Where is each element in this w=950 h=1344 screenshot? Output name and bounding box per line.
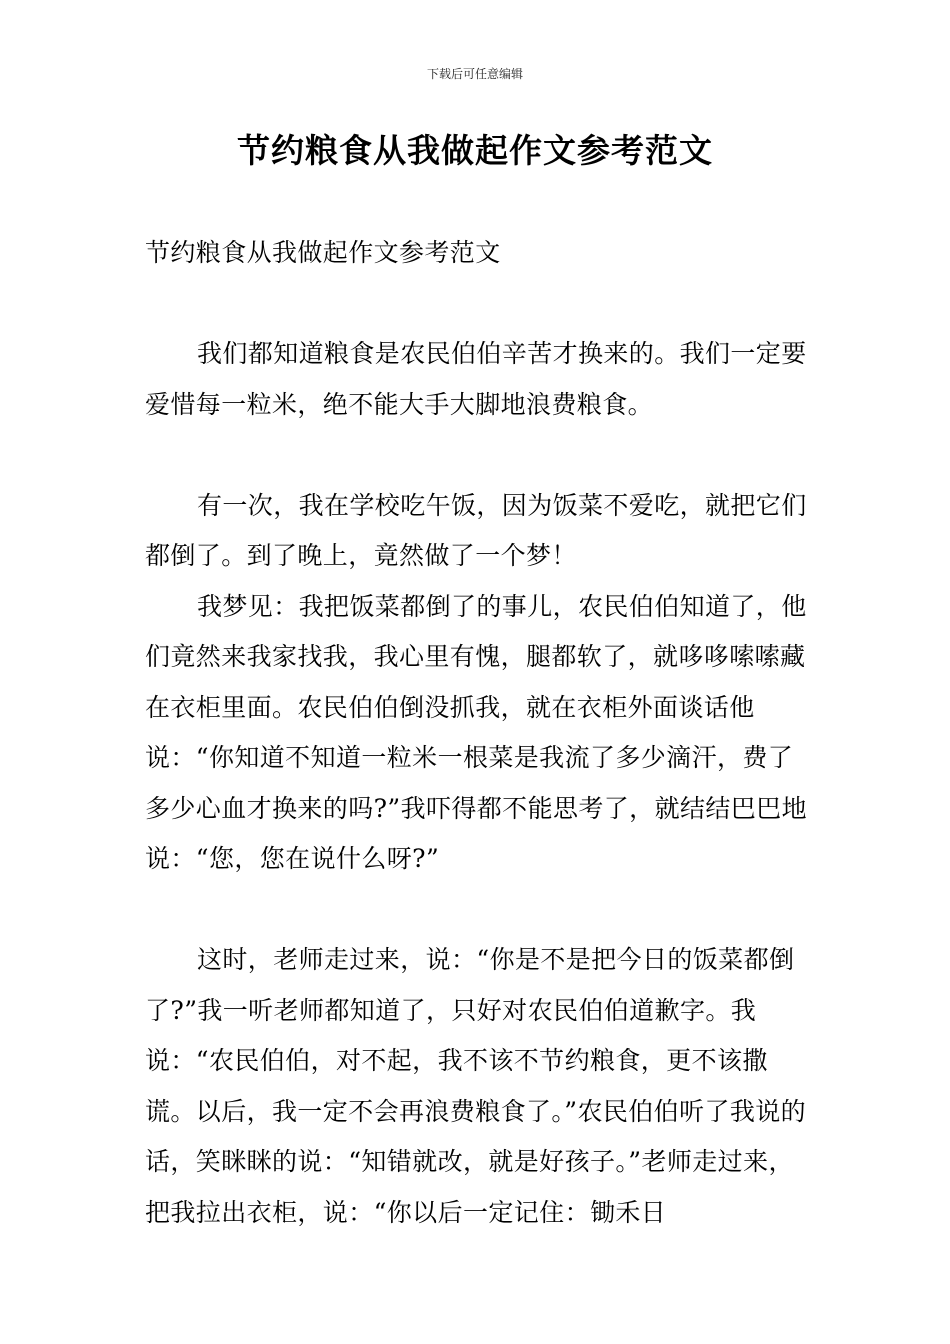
paragraph: 我们都知道粮食是农民伯伯辛苦才换来的。我们一定要爱惜每一粒米，绝不能大手大脚地浪费粮食。 [145,339,807,419]
paragraph: 我梦见：我把饭菜都倒了的事儿，农民伯伯知道了，他们竟然来我家找我，我心里有愧，腿都软了，就哆哆嗦嗦藏在衣柜里面。农民伯伯倒没抓我，就在衣柜外面谈话他说：“你知道不知道一粒米一根菜是我流了多少滴汗，费了多少心血才换来的吗?”我吓得都不能思考了，就结结巴巴地说：“您，您在说什么呀?” [145,591,807,873]
document-title: 节约粮食从我做起作文参考范文 [237,131,713,170]
document-body [145,228,807,1238]
header-note: 下载后可任意编辑 [426,67,523,81]
paragraph: 这时，老师走过来，说：“你是不是把今日的饭菜都倒了?”我一听老师都知道了，只好对农民伯伯道歉字。我说：“农民伯伯，对不起，我不该不节约粮食，更不该撒谎。以后，我一定不会再浪费粮食了。”农民伯伯听了我说的话，笑眯眯的说：“知错就改，就是好孩子。”老师走过来，把我拉出衣柜，说：“你以后一定记住：锄禾日 [145,945,807,1227]
paragraph: 有一次，我在学校吃午饭，因为饭菜不爱吃，就把它们都倒了。到了晚上，竟然做了一个梦！ [145,490,807,570]
document-subtitle: 节约粮食从我做起作文参考范文 [145,238,501,267]
